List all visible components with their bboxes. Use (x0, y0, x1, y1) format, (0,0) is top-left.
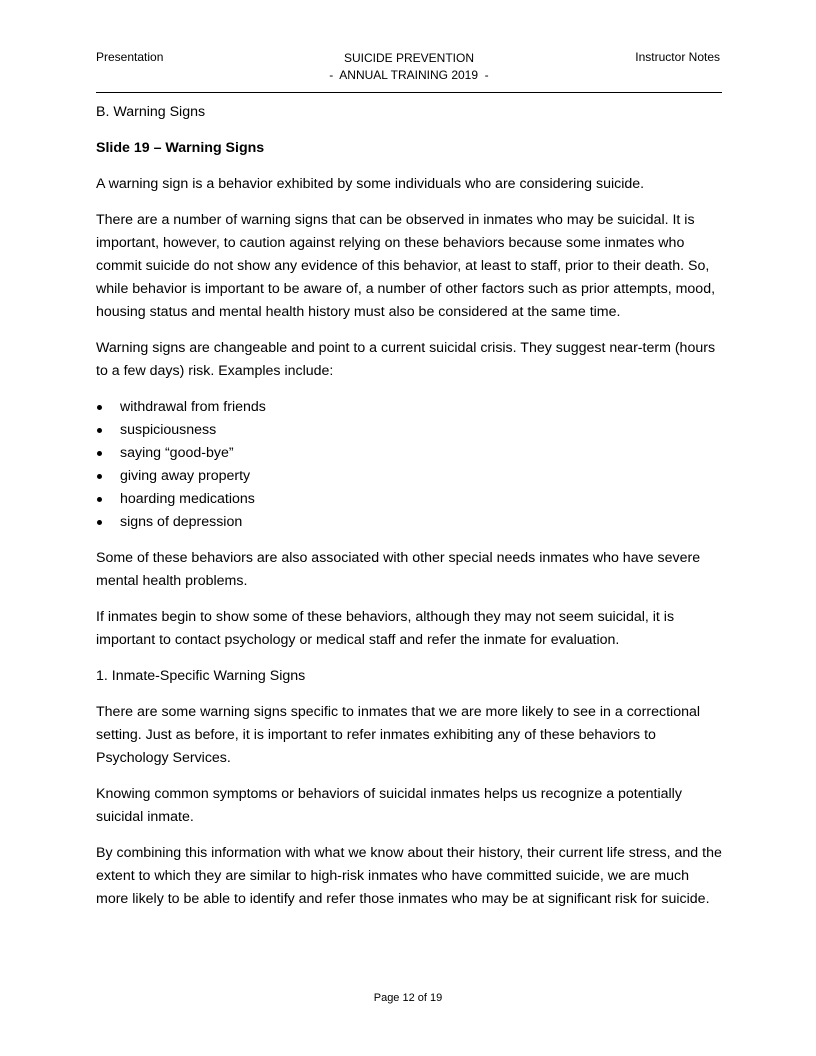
bullet-icon (97, 497, 102, 502)
paragraph-combining-information: By combining this information with what we know about their history, their current life stress, and the extent to which they are similar to high-risk inmates who have committed suicide, we are much more likely to be able to identify and refer those inmates who may be at significant risk for suicide. (96, 845, 722, 907)
subsection-heading: 1. Inmate-Specific Warning Signs (96, 668, 306, 684)
paragraph-special-needs: Some of these behaviors are also associated with other special needs inmates who have severe mental health problems. (96, 550, 701, 589)
paragraph-refer-evaluation: If inmates begin to show some of these behaviors, although they may not seem suicidal, it is important to contact psychology or medical staff and refer the inmate for evaluation. (96, 609, 675, 648)
bullet-icon (97, 520, 102, 525)
list-item (96, 442, 724, 465)
list-item-text: suspiciousness (120, 422, 217, 438)
list-item-text: signs of depression (120, 514, 243, 530)
paragraph-inmate-specific: There are some warning signs specific to inmates that we are more likely to see in a correctional setting. Just as before, it is important to refer inmates exhibiting any of these behaviors to Psychology Services. (96, 704, 701, 766)
slide-title: Slide 19 – Warning Signs (96, 140, 265, 156)
page-number: Page 12 of 19 (373, 992, 443, 1004)
bullet-icon (97, 451, 102, 456)
header-instructor-notes-label: Instructor Notes (635, 50, 720, 64)
list-item-text: withdrawal from friends (120, 399, 266, 415)
list-item (96, 419, 724, 442)
bullet-icon (97, 405, 102, 410)
list-item (96, 465, 724, 488)
page-header (96, 49, 722, 93)
page-body (96, 101, 724, 924)
list-item-text: hoarding medications (120, 491, 255, 507)
section-heading: B. Warning Signs (96, 104, 206, 120)
paragraph-definition: A warning sign is a behavior exhibited by some individuals who are considering suicide. (96, 176, 645, 192)
list-item (96, 511, 724, 534)
list-item (96, 488, 724, 511)
list-item (96, 396, 724, 419)
paragraph-caution: There are a number of warning signs that can be observed in inmates who may be suicidal. It is important, however, to caution against relying on these behaviors because some inmates who commit suicide do not show any evidence of this behavior, at least to staff, prior to their death. So, while behavior is important to be aware of, a number of other factors such as prior attempts, mood, housing status and mental health history must also be considered at the same time. (96, 212, 716, 320)
bullet-icon (97, 428, 102, 433)
header-presentation-label: Presentation (96, 50, 164, 64)
paragraph-changeable: Warning signs are changeable and point to a current suicidal crisis. They suggest near-term (hours to a few days) risk. Examples include: (96, 340, 716, 379)
header-title (96, 50, 722, 84)
paragraph-recognize: Knowing common symptoms or behaviors of suicidal inmates helps us recognize a potentially suicidal inmate. (96, 786, 682, 825)
header-title-line-1: SUICIDE PREVENTION (343, 51, 475, 65)
header-title-line-2: - ANNUAL TRAINING 2019 - (329, 68, 489, 82)
warning-sign-list (96, 396, 724, 534)
list-item-text: saying “good-bye” (120, 445, 234, 461)
list-item-text: giving away property (120, 468, 251, 484)
bullet-icon (97, 474, 102, 479)
